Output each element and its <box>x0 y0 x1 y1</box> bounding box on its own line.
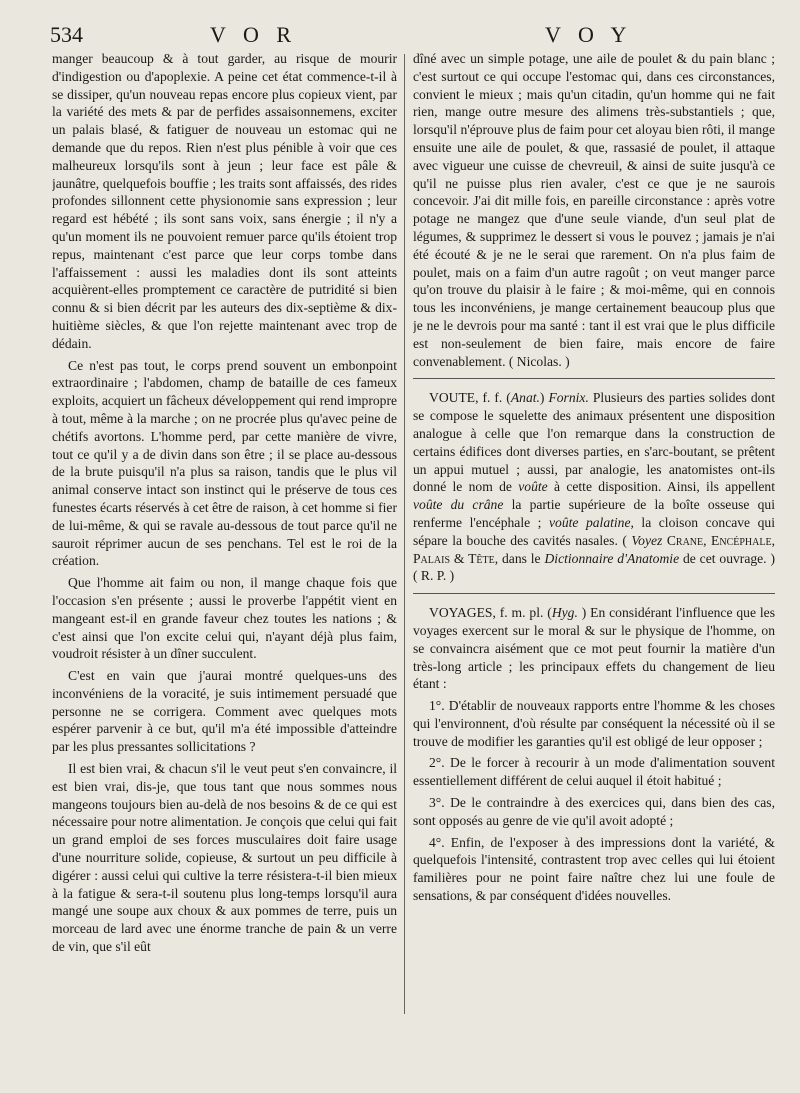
entry-text: Plusieurs des parties solides dont se compose le squelette des animaux présentent une disposition analogue à celle que l'on remarque dans la construction de certains édifices dont diverses parties, en s'arc-boutant, se prêtent un appui mutuel ; aussi, par analogie, les anatomistes ont-ils donné le nom de <box>413 390 775 495</box>
entry-voyages <box>413 604 775 693</box>
entry-latin: Fornix. <box>548 390 589 406</box>
entry-grammar: , f. f. ( <box>475 390 511 406</box>
entry-text: la cloison concave qui sépare la bouche des cavités nasales. ( <box>413 514 775 548</box>
entry-voute <box>413 389 775 585</box>
entry-term: voûte <box>518 479 548 495</box>
paragraph: manger beaucoup & à tout garder, au risque de mourir d'indigestion ou d'apoplexie. A peine cet état commence-t-il à se dissiper, qu'un nouveau repas encore plus copieux vient, par la variété des mets & par de perfides assaisonnemens, exciter un palais blasé, & fatiguer de nouveau un estomac qui ne demande que du repos. Rien n'est plus pénible à voir que ces malheureux lorsqu'ils sont à jeun ; leur face est pâle & jaunâtre, quelquefois bouffie ; les traits sont affaissés, des rides profondes sillonnent cette physionomie sans expression ; leur regard est hébété ; ils sont sans voix, sans énergie ; il n'y a qu'un moment ils ne pouvoient remuer parce qu'ils étoient trop repus, maintenant c'est parce que leur corps tombe dans l'affaissement : aussi les maladies dont ils sont atteints acquièrent-elles promptement ce caractère de putridité si bien connu & si bien décrit par les auteurs des dix-septième & dix-huitième siècles, & que l'on rejette maintenant avec trop de dédain. <box>52 51 397 351</box>
entry-text: à cette disposition. Ainsi, ils appellent <box>547 479 775 495</box>
list-item: 4°. Enfin, de l'exposer à des impressions dont la variété, & quelquefois l'intensité, contrastent trop avec celles qui lui étoient familières pour ne point faire naître chez lui une foule de sensations, & par conséquent d'idées nouvelles. <box>413 834 775 904</box>
list-item: 2°. De le forcer à recourir à un mode d'alimentation souvent essentiellement différent de celui auquel il étoit habitué ; <box>413 755 775 789</box>
paragraph: C'est en vain que j'aurai montré quelques-uns des inconvéniens de la voracité, je suis intimement persuadé que personne ne se corrigera. Comment avec quelques mots espérer parvenir à ce but, qu'il m'a été impossible d'atteindre par les plus pressantes sollicitations ? <box>52 668 397 755</box>
entry-domain: Hyg. <box>551 605 578 621</box>
paragraph: Ce n'est pas tout, le corps prend souvent un embonpoint extraordinaire ; l'abdomen, champ de bataille de ces fameux exploits, acquiert un fâcheux développement qui rend impropre à tout, même à la marche ; on ne procrée plus qu'avec peine de chétifs avortons. L'homme perd, par cette manière de vivre, tout ce qu'il y a de divin dans son être ; il se place au-dessous de la brute puisqu'il n'a plus sa raison, tandis que le plus vil animal conserve intact son instinct qui le préserve de tous ces funestes écarts réservés à cet être de raison, à cet homme si fier de lui-même, & qui se ravale au-dessous de tout parce qu'il ne sauroit réprimer aucun de ses penchans. Tel est le roi de la création. <box>52 357 397 569</box>
paragraph: Il est bien vrai, & chacun s'il le veut peut s'en convaincre, il est bien vrai, dis-je, que tous tant que nous sommes nous mangeons toujours bien au-delà de nos besoins & de ce qui est nécessaire pour notre alimentation. Je conçois que celui qui fait un grand emploi de ses forces musculaires doit faire usage d'une nourriture solide, copieuse, & surtout un peu difficile à digérer : aussi celui qui cultive la terre résistera-t-il bien mieux à la fatigue & sera-t-il soutenu plus long-temps lorsqu'il aura mangé une soupe aux choux & aux pommes de terre, puis un morceau de lard avec une énorme tranche de pain & un verre de vin, que s'il eût <box>52 761 397 955</box>
right-column <box>413 50 775 1080</box>
list-item: 3°. De le contraindre à des exercices qui, dans bien des cas, sont opposés au genre de vie qu'il avoit adopté ; <box>413 795 775 828</box>
entry-text: de cet ouvrage. ) ( R. P. ) <box>413 550 775 584</box>
entry-term: voûte palatine, <box>548 514 634 530</box>
left-running-head: V O R <box>210 22 298 47</box>
entry-voyez: Voyez <box>631 532 663 548</box>
entry-headword: VOYAGES <box>429 605 493 621</box>
entry-text: ) En considérant l'influence que les voyages exercent sur le moral & sur le physique de l'homme, on se convaincra aisément que ce mot peut fournir la matière d'un très-long article ; les principaux effets du changement de lieu étant : <box>413 605 775 692</box>
running-header <box>50 18 775 54</box>
column-divider <box>404 54 405 1014</box>
entry-term: voûte du crâne <box>413 497 504 513</box>
paragraph: dîné avec un simple potage, une aile de poulet & du pain blanc ; c'est surtout ce qui occupe l'estomac qui, dans ces circonstances, convient le mieux ; mais qu'un citadin, qu'un homme qui ne fait rien, mange outre mesure des alimens très-substantiels ; que, lorsqu'il n'éprouve plus de faim pour cet aloyau bien rôti, il mange ensuite une aile de poulet, & que, rassasié de poulet, il attaque avec vigueur une cuisse de chevreuil, & ainsi de suite jusqu'à ce qu'il ne puisse plus rien avaler, c'est ce que je ne saurois concevoir. J'ai dit mille fois, en pareille circonstance : après votre potage ne mangez que d'une seule viande, d'un seul plat de légumes, & supprimez le dessert si vous le pouvez ; jamais je n'ai été écouté & je ne le serai que rarement. On n'a plus faim de poulet, mais on a faim d'un autre ragoût ; on veut manger parce qu'on trouve du plaisir à le faire ; & moi-même, qui en connois tous les inconvéniens, je mange certainement beaucoup plus que je ne le devrois pour ma santé : tant il est vrai que le plus difficile est non-seulement de bien faire, mais encore de faire convenablement. ( Nicolas. ) <box>413 51 775 369</box>
entry-domain: Anat. <box>510 390 540 406</box>
entry-text: la partie supérieure de la boîte osseuse qui renferme l'encéphale ; <box>413 497 775 530</box>
entry-separator <box>413 593 775 594</box>
entry-refs: Crane, Encéphale, Palais & Tête, <box>413 532 775 566</box>
page-number: 534 <box>50 22 83 47</box>
entry-grammar: , f. m. pl. ( <box>492 605 552 621</box>
entry-close: ) <box>539 390 545 406</box>
entry-text: dans le <box>501 550 545 566</box>
paragraph: Que l'homme ait faim ou non, il mange chaque fois que l'occasion s'en présente ; aussi le proverbe l'appétit vient en mangeant est-il en grande faveur chez toutes les nations ; & c'est ainsi que l'on excite celui qui, n'ayant déjà plus faim, voudroit résister à un dîner succulent. <box>52 575 397 662</box>
entry-separator <box>413 378 775 379</box>
left-column <box>52 50 397 1080</box>
right-running-head: V O Y <box>545 22 633 47</box>
entry-dictionary: Dictionnaire d'Anatomie <box>544 550 680 566</box>
entry-headword: VOUTE <box>429 390 476 406</box>
list-item: 1°. D'établir de nouveaux rapports entre l'homme & les choses qui l'environnent, d'où résulte par conséquent la nécessité où il se trouve de modifier les garanties qu'il est obligé de leur opposer ; <box>413 698 775 749</box>
